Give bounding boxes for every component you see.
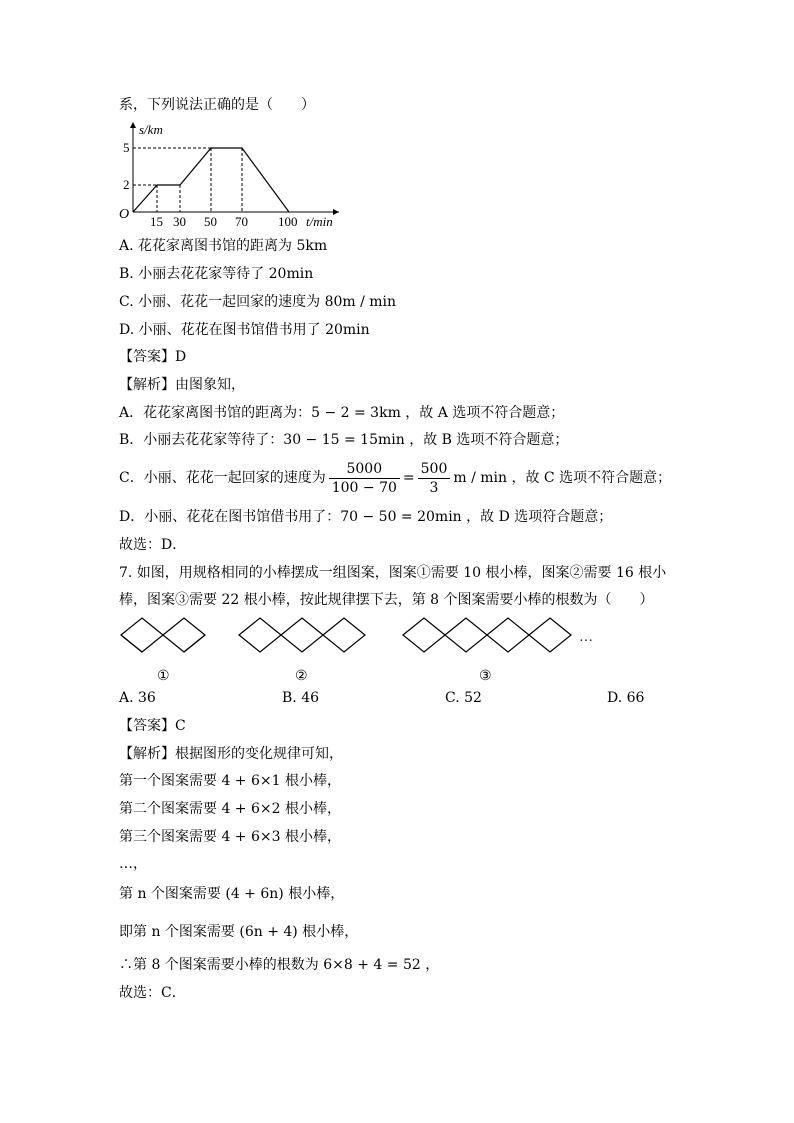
q6-analysis-d: D．小丽、花花在图书馆借书用了：70 − 50 = 20min ，故 D 选项符合题意； xyxy=(119,509,613,525)
pattern-3 xyxy=(403,618,571,652)
question-7-stem-line1: 7. 如图，用规格相同的小棒摆成一组图案，图案①需要 10 根小棒，图案②需要 16 根小 xyxy=(119,565,667,581)
analysis-c-prefix: C．小丽、花花一起回家的速度为 xyxy=(119,470,326,486)
q6-analysis-c xyxy=(119,458,671,500)
distance-time-graph xyxy=(115,118,345,230)
q7-answer: 【答案】C xyxy=(119,718,186,734)
rhombus-patterns-figure xyxy=(115,614,615,686)
pattern-2-label: ② xyxy=(295,669,308,684)
x-tick-100: 100 xyxy=(278,214,298,229)
pattern-2 xyxy=(239,618,365,652)
question-6-stem: 系，下列说法正确的是（ ） xyxy=(119,97,315,113)
q7-analysis-line-1: 【解析】根据图形的变化规律可知， xyxy=(119,746,343,762)
pattern-1-label: ① xyxy=(157,669,170,684)
fraction-1 xyxy=(329,460,400,497)
equals-sign: = xyxy=(402,470,415,486)
y-axis-arrow xyxy=(130,122,136,128)
analysis-c-suffix: m / min ，故 C 选项不符合题意； xyxy=(453,470,672,486)
origin-label: O xyxy=(119,207,130,222)
q7-analysis-line-5: …， xyxy=(119,856,147,872)
q7-analysis-line-3: 第二个图案需要 4 + 6×2 根小棒， xyxy=(119,801,341,817)
q7-analysis-line-6: 第 n 个图案需要 (4 + 6n) 根小棒， xyxy=(119,886,345,902)
q7-analysis-line-8: ∴第 8 个图案需要小棒的根数为 6×8 + 4 = 52 ， xyxy=(119,957,440,973)
pattern-1 xyxy=(121,618,205,652)
x-tick-30: 30 xyxy=(173,214,186,229)
q7-analysis-line-7: 即第 n 个图案需要 (6n + 4) 根小棒， xyxy=(119,924,359,940)
q7-option-d: D. 66 xyxy=(607,690,645,706)
x-axis-label: t/min xyxy=(306,214,333,229)
y-axis-label: s/km xyxy=(139,122,163,137)
q6-option-c: C. 小丽、花花一起回家的速度为 80m / min xyxy=(119,294,397,310)
q6-option-b: B. 小丽去花花家等待了 20min xyxy=(119,266,314,282)
q6-answer: 【答案】D xyxy=(119,349,187,365)
fraction-2-numerator: 500 xyxy=(418,460,451,479)
y-tick-2: 2 xyxy=(123,177,130,192)
question-7-stem-line2: 棒，图案③需要 22 根小棒，按此规律摆下去，第 8 个图案需要小棒的根数为（ ） xyxy=(119,592,654,608)
fraction-2-denominator: 3 xyxy=(429,479,439,496)
x-tick-50: 50 xyxy=(204,214,217,229)
x-tick-15: 15 xyxy=(150,214,163,229)
q7-option-a: A. 36 xyxy=(119,690,156,706)
pattern-ellipsis: … xyxy=(579,630,593,645)
q6-analysis-b: B．小丽去花花家等待了：30 − 15 = 15min ，故 B 选项不符合题意； xyxy=(119,432,569,448)
y-tick-5: 5 xyxy=(123,140,130,155)
q7-option-b: B. 46 xyxy=(282,690,320,706)
fraction-2 xyxy=(418,460,451,497)
q6-option-d: D. 小丽、花花在图书馆借书用了 20min xyxy=(119,322,370,338)
pattern-3-label: ③ xyxy=(479,669,492,684)
x-tick-70: 70 xyxy=(235,214,248,229)
q7-analysis-line-2: 第一个图案需要 4 + 6×1 根小棒， xyxy=(119,773,341,789)
fraction-1-numerator: 5000 xyxy=(329,460,400,479)
q6-option-a: A. 花花家离图书馆的距离为 5km xyxy=(119,238,328,254)
q6-analysis-head: 【解析】由图象知， xyxy=(119,377,245,393)
x-axis-arrow xyxy=(333,209,339,215)
q6-choose: 故选：D． xyxy=(119,537,187,553)
q7-analysis-line-9: 故选：C． xyxy=(119,985,186,1001)
fraction-1-denominator: 100 − 70 xyxy=(331,479,397,496)
q6-analysis-a: A．花花家离图书馆的距离为：5 − 2 = 3km ，故 A 选项不符合题意； xyxy=(119,405,565,421)
q7-option-c: C. 52 xyxy=(445,690,482,706)
q7-analysis-line-4: 第三个图案需要 4 + 6×3 根小棒， xyxy=(119,829,341,845)
